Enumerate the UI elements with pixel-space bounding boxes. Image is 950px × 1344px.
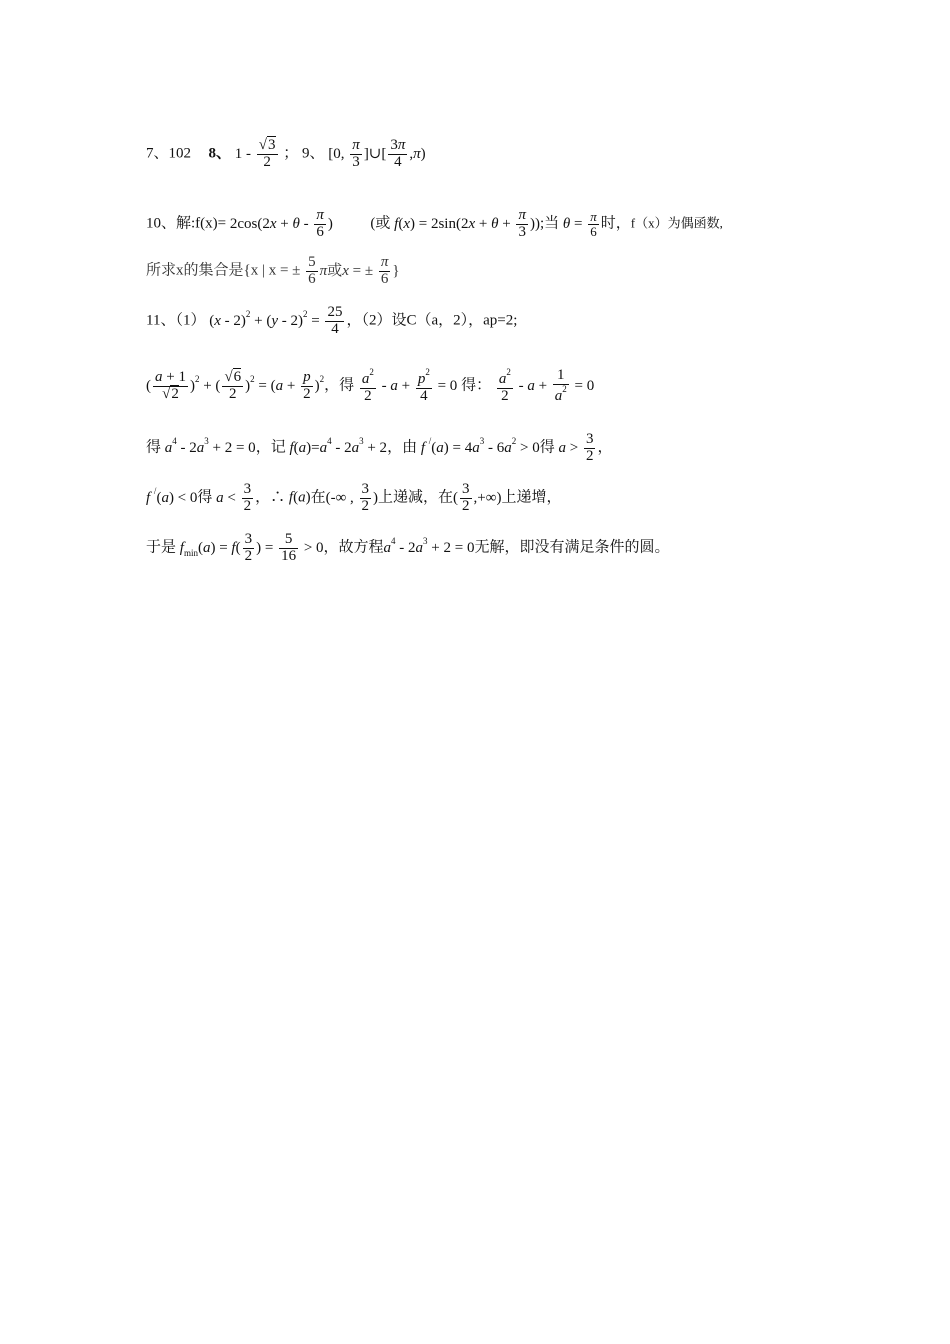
- answer-10-shi: 时，: [600, 215, 631, 232]
- answer-10-prefix: 10、解:f(x)=: [146, 215, 227, 232]
- answer-11-part2: ，（2）设C（a，2），ap=2;: [346, 312, 518, 329]
- answer-line-10-set: [146, 255, 400, 288]
- answer-9-label: 9、: [302, 145, 325, 162]
- answer-line-11-derive: [146, 368, 594, 405]
- answer-line-11: [146, 305, 517, 338]
- answer-11-zai: 在: [310, 489, 326, 506]
- answer-line-11-quartic: [146, 432, 612, 465]
- answer-11-therefore: ，∴: [255, 489, 286, 506]
- answer-10-cos-expr: 2cos(2x + θ - $\frac{\pi}{6}$ ): [229, 207, 333, 240]
- answer-10-set-text: 所求x的集合是{x | x = ±: [146, 262, 301, 279]
- answer-11-eq2: $\frac{a^2}{2}$ - a + $\frac{p^2}{4}$ = 0: [361, 367, 458, 404]
- answer-11-de2b: 得: [539, 439, 555, 456]
- answer-11-comma: ，: [597, 439, 613, 456]
- answer-11-de3: 得: [197, 489, 213, 506]
- answer-11-de2: 得：: [461, 377, 492, 394]
- answer-11-eq3: $\frac{a^2}{2}$ - a + $\frac{1}{a^2}$ = 0: [498, 367, 595, 404]
- answer-8-sep: ；: [283, 145, 299, 162]
- answer-10-theta-value: θ = $\frac{\pi}{6}$: [562, 209, 597, 239]
- answer-11-prefix: 11、（1）: [146, 312, 206, 329]
- answer-10-sin-expr: f(x) = 2sin(2x + θ + $\frac{\pi}{3}$ )): [394, 207, 540, 240]
- answer-8-expr: 1 - $\frac{√3}{2}$: [234, 137, 276, 170]
- answer-7: 7、102: [146, 145, 192, 162]
- answer-11-quartic-eq: $a^4 - 2a^3 + 2 = 0$: [164, 435, 256, 456]
- answer-11-dec: 上递减，在: [378, 489, 454, 506]
- answer-11-distance-eq: ( $\frac{a + 1}{√2}$ )$^2$ + ( $\frac{√6}{2}$ )$^2$ = (a + $\frac{p}{2}$ )$^2$: [146, 369, 325, 402]
- answer-11-fa-def: $f(a)=a^4 - 2a^3 + 2$: [289, 435, 388, 456]
- answer-11-derivative: f $^/(a) = 4a^3 - 6a^2 > 0$: [420, 435, 540, 456]
- answer-11-fa: f(a): [288, 489, 311, 506]
- answer-line-7-8-9: [146, 138, 426, 171]
- answer-11-inc: 上递增，: [501, 489, 562, 506]
- answer-11-fmin: $f_{min}(a) = f$( $\frac{3}{2}$ ) = $\frac{5}{16}$ > 0: [179, 531, 324, 564]
- answer-line-11-conclusion: [146, 532, 669, 565]
- answer-11-derivative-neg: f /(a) < 0: [146, 485, 198, 506]
- answer-11-de1: ，得: [324, 377, 355, 394]
- answer-11-a-gt: a > $\frac{3}{2}$: [558, 431, 594, 464]
- answer-11-interval-dec: (-∞ , $\frac{3}{2}$ ): [325, 481, 379, 514]
- answer-10-set-expr: $\frac{5}{6}$ π或x = ± $\frac{\pi}{6}$ }: [308, 254, 400, 287]
- answer-11-eq-final: $a^4 - 2a^3 + 2 = 0$: [383, 535, 475, 556]
- answer-line-11-monotonic: [146, 482, 561, 515]
- answer-11-a-lt: a < $\frac{3}{2}$: [216, 481, 252, 514]
- answer-8-label: 8、: [208, 145, 232, 162]
- answer-10-when: ;当: [539, 215, 560, 232]
- answer-11-circle-eq: (x - 2)$^2$ + (y - 2)$^2$ = $\frac{25}{4}$: [209, 304, 343, 337]
- answer-11-conclusion-text: 无解，即没有满足条件的圆。: [474, 539, 670, 556]
- answer-11-de: 得: [146, 439, 162, 456]
- answer-11-ji: ，记: [255, 439, 286, 456]
- answer-9-expr: [0, $\frac{\pi}{3}$ ]∪[ $\frac{3\pi}{4}$ ,π): [328, 137, 426, 170]
- answer-11-gu: ，故方程: [323, 539, 384, 556]
- answer-11-you: ，由: [387, 439, 418, 456]
- answer-11-interval-inc: ( $\frac{3}{2}$ ,+∞): [453, 481, 502, 514]
- answer-line-10: [146, 208, 723, 241]
- answer-10-alt-open: (或: [370, 215, 391, 232]
- answer-10-even: f（x）为偶函数,: [630, 215, 723, 231]
- answer-11-yushi: 于是: [146, 539, 177, 556]
